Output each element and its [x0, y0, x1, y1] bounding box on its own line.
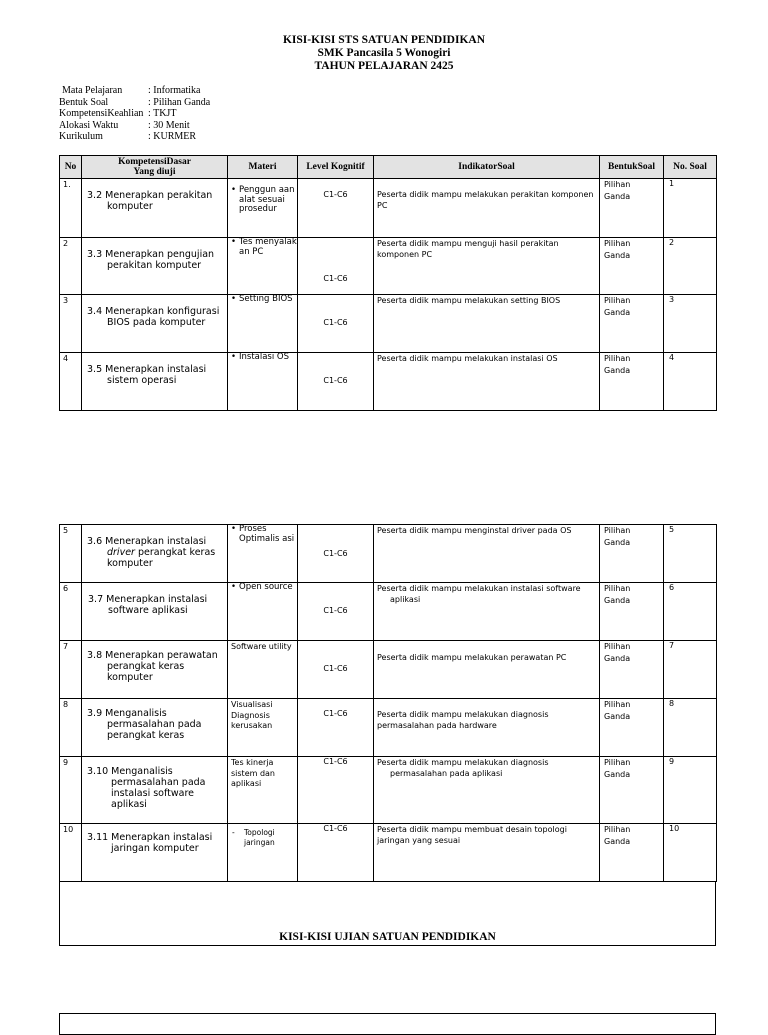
row-kompetensi: [82, 583, 228, 641]
row-no: 9: [60, 757, 82, 824]
row-indikator: Peserta didik mampu melakukan instalasi OS: [374, 353, 600, 411]
table-header-row: [60, 156, 717, 179]
row-bentuk: Pilihan Ganda: [600, 238, 664, 295]
kd-text: 3.2 Menerapkan perakitan komputer: [87, 190, 213, 212]
row-no: 7: [60, 641, 82, 699]
row-indikator: Peserta didik mampu menguji hasil perakitan komponen PC: [374, 238, 600, 295]
footer-box: [59, 881, 716, 946]
row-kompetensi: [82, 641, 228, 699]
row-level: C1-C6: [298, 583, 374, 641]
dash-icon: -: [232, 828, 235, 837]
row-materi: [228, 179, 298, 238]
row-bentuk: Pilihan Ganda: [600, 179, 664, 238]
meta-label: KompetensiKeahlian: [59, 108, 144, 120]
bullet-icon: •: [231, 582, 237, 592]
materi-text: Instalasi OS: [239, 352, 290, 362]
row-level: C1-C6: [298, 699, 374, 757]
row-indikator: Peserta didik mampu melakukan diagnosis permasalahan pada hardware: [374, 699, 600, 757]
table-row: [60, 353, 717, 411]
row-nosoal: 8: [664, 699, 717, 757]
row-bentuk: Pilihan Ganda: [600, 699, 664, 757]
materi-text: Proses Optimalis asi: [239, 524, 295, 544]
meta-row: [59, 108, 210, 120]
materi-text: Topologi jaringan: [244, 828, 275, 847]
row-kompetensi: [82, 525, 228, 583]
bullet-icon: •: [231, 294, 237, 304]
kd-text-pre: 3.6 Menerapkan instalasi: [87, 536, 207, 547]
col-header-nosoal: No. Soal: [664, 156, 717, 179]
row-level: C1-C6: [298, 238, 374, 295]
col-header-indikator: IndikatorSoal: [374, 156, 600, 179]
kd-text: 3.9 Menganalisis permasalahan pada perangkat keras: [87, 708, 202, 741]
kd-text: 3.10 Menganalisis permasalahan pada instalasi software aplikasi: [87, 766, 206, 810]
kisi-kisi-table-part1: [59, 155, 717, 411]
row-nosoal: 6: [664, 583, 717, 641]
meta-row: [59, 97, 210, 109]
materi-item: [228, 353, 297, 363]
materi-text: Software utility: [231, 642, 292, 651]
row-indikator: Peserta didik mampu membuat desain topologi jaringan yang sesuai: [374, 824, 600, 882]
table-row: [60, 583, 717, 641]
row-indikator: [374, 583, 600, 641]
row-level: C1-C6: [298, 525, 374, 583]
kd-text: [82, 525, 227, 569]
materi-text: Open source: [239, 582, 293, 592]
row-bentuk: Pilihan Ganda: [600, 757, 664, 824]
kd-text: 3.5 Menerapkan instalasi sistem operasi: [87, 364, 207, 386]
row-bentuk: Pilihan Ganda: [600, 641, 664, 699]
materi-item: [228, 295, 297, 305]
kd-text: 3.8 Menerapkan perawatan perangkat keras komputer: [87, 650, 218, 683]
row-nosoal: 10: [664, 824, 717, 882]
materi-item: [228, 179, 297, 215]
kd-text: 3.4 Menerapkan konfigurasi BIOS pada komputer: [87, 306, 220, 328]
row-kompetensi: [82, 295, 228, 353]
kd-text: 3.11 Menerapkan instalasi jaringan komputer: [87, 832, 213, 854]
row-materi: [228, 295, 298, 353]
table-row: [60, 757, 717, 824]
row-level: C1-C6: [298, 824, 374, 882]
table-row: [60, 699, 717, 757]
kd-text-em: driver: [107, 547, 135, 558]
row-indikator: Peserta didik mampu melakukan setting BIOS: [374, 295, 600, 353]
col-header-kd-line2: Yang diuji: [133, 167, 176, 177]
kd-text: 3.3 Menerapkan pengujian perakitan komputer: [87, 249, 215, 271]
meta-row: [59, 131, 210, 143]
row-bentuk: Pilihan Ganda: [600, 824, 664, 882]
meta-row: [59, 85, 210, 97]
table-row: [60, 824, 717, 882]
col-header-level: Level Kognitif: [298, 156, 374, 179]
table-row: [60, 238, 717, 295]
row-nosoal: 5: [664, 525, 717, 583]
meta-info: [59, 85, 210, 143]
kd-text: 3.7 Menerapkan instalasi software aplikasi: [88, 594, 208, 616]
col-header-bentuk: BentukSoal: [600, 156, 664, 179]
row-nosoal: 3: [664, 295, 717, 353]
materi-text: Penggun aan alat sesuai prosedur: [239, 185, 295, 214]
next-page-box: [59, 1013, 716, 1035]
meta-value: : KURMER: [148, 131, 197, 143]
materi-text: Visualisasi Diagnosis kerusakan: [231, 700, 273, 730]
row-indikator: Peserta didik mampu melakukan perakitan komponen PC: [374, 179, 600, 238]
header-title: KISI-KISI STS SATUAN PENDIDIKAN: [282, 34, 486, 46]
meta-label: Mata Pelajaran: [62, 85, 123, 96]
meta-value: : Pilihan Ganda: [148, 96, 211, 108]
document-header: [0, 34, 768, 73]
footer-title: KISI-KISI UJIAN SATUAN PENDIDIKAN: [279, 931, 496, 943]
bullet-icon: •: [231, 185, 237, 195]
row-bentuk: Pilihan Ganda: [600, 583, 664, 641]
table-row: [60, 295, 717, 353]
header-year: TAHUN PELAJARAN 2425: [314, 60, 454, 72]
row-kompetensi: [82, 238, 228, 295]
row-materi: [228, 641, 298, 699]
row-kompetensi: [82, 699, 228, 757]
meta-value: : Informatika: [148, 85, 201, 96]
meta-row: [59, 120, 210, 132]
bullet-icon: •: [231, 352, 237, 362]
materi-text: Setting BIOS: [239, 294, 293, 304]
row-kompetensi: [82, 353, 228, 411]
row-bentuk: Pilihan Ganda: [600, 525, 664, 583]
row-materi: [228, 757, 298, 824]
bullet-icon: •: [231, 524, 237, 534]
kd-text-post: perangkat keras komputer: [107, 547, 216, 569]
meta-value: : TKJT: [148, 108, 177, 120]
row-no: 2: [60, 238, 82, 295]
kisi-kisi-table-part2: [59, 524, 717, 882]
row-materi: [228, 824, 298, 882]
materi-item: [228, 525, 297, 544]
row-kompetensi: [82, 824, 228, 882]
bullet-icon: •: [231, 237, 237, 247]
materi-item: [228, 583, 297, 593]
col-header-kompetensi: [82, 156, 228, 179]
table-row: [60, 525, 717, 583]
row-nosoal: 1: [664, 179, 717, 238]
row-bentuk: Pilihan Ganda: [600, 295, 664, 353]
table-row: [60, 179, 717, 238]
row-materi: [228, 583, 298, 641]
row-indikator: Peserta didik mampu melakukan perawatan PC: [374, 641, 600, 699]
row-no: 8: [60, 699, 82, 757]
row-kompetensi: [82, 757, 228, 824]
col-header-materi: Materi: [228, 156, 298, 179]
materi-item: [228, 824, 297, 847]
table-row: [60, 641, 717, 699]
meta-label: Kurikulum: [59, 131, 103, 143]
row-nosoal: 2: [664, 238, 717, 295]
col-header-kd-line1: KompetensiDasar: [118, 157, 191, 167]
row-nosoal: 9: [664, 757, 717, 824]
row-level: C1-C6: [298, 757, 374, 824]
row-no: 10: [60, 824, 82, 882]
row-materi: [228, 238, 298, 295]
row-no: 5: [60, 525, 82, 583]
row-level: C1-C6: [298, 353, 374, 411]
row-no: 3: [60, 295, 82, 353]
row-level: C1-C6: [298, 641, 374, 699]
row-level: C1-C6: [298, 295, 374, 353]
meta-label: Bentuk Soal: [59, 96, 109, 108]
row-materi: [228, 699, 298, 757]
row-no: 4: [60, 353, 82, 411]
row-bentuk: Pilihan Ganda: [600, 353, 664, 411]
row-no: 1.: [60, 179, 82, 238]
indikator-text: Peserta didik mampu melakukan instalasi software aplikasi: [377, 584, 581, 604]
meta-value: : 30 Menit: [148, 119, 190, 131]
row-level: C1-C6: [298, 179, 374, 238]
materi-text: Tes kinerja sistem dan aplikasi: [231, 758, 276, 788]
row-indikator: [374, 757, 600, 824]
row-materi: [228, 353, 298, 411]
row-kompetensi: [82, 179, 228, 238]
indikator-text: Peserta didik mampu melakukan diagnosis permasalahan pada aplikasi: [377, 758, 549, 778]
row-indikator: Peserta didik mampu menginstal driver pada OS: [374, 525, 600, 583]
materi-item: [228, 238, 297, 257]
row-materi: [228, 525, 298, 583]
header-school: SMK Pancasila 5 Wonogiri: [317, 47, 451, 59]
row-no: 6: [60, 583, 82, 641]
materi-text: Tes menyalak an PC: [239, 237, 297, 257]
col-header-no: No: [60, 156, 82, 179]
row-nosoal: 4: [664, 353, 717, 411]
meta-label: Alokasi Waktu: [59, 119, 119, 131]
row-nosoal: 7: [664, 641, 717, 699]
